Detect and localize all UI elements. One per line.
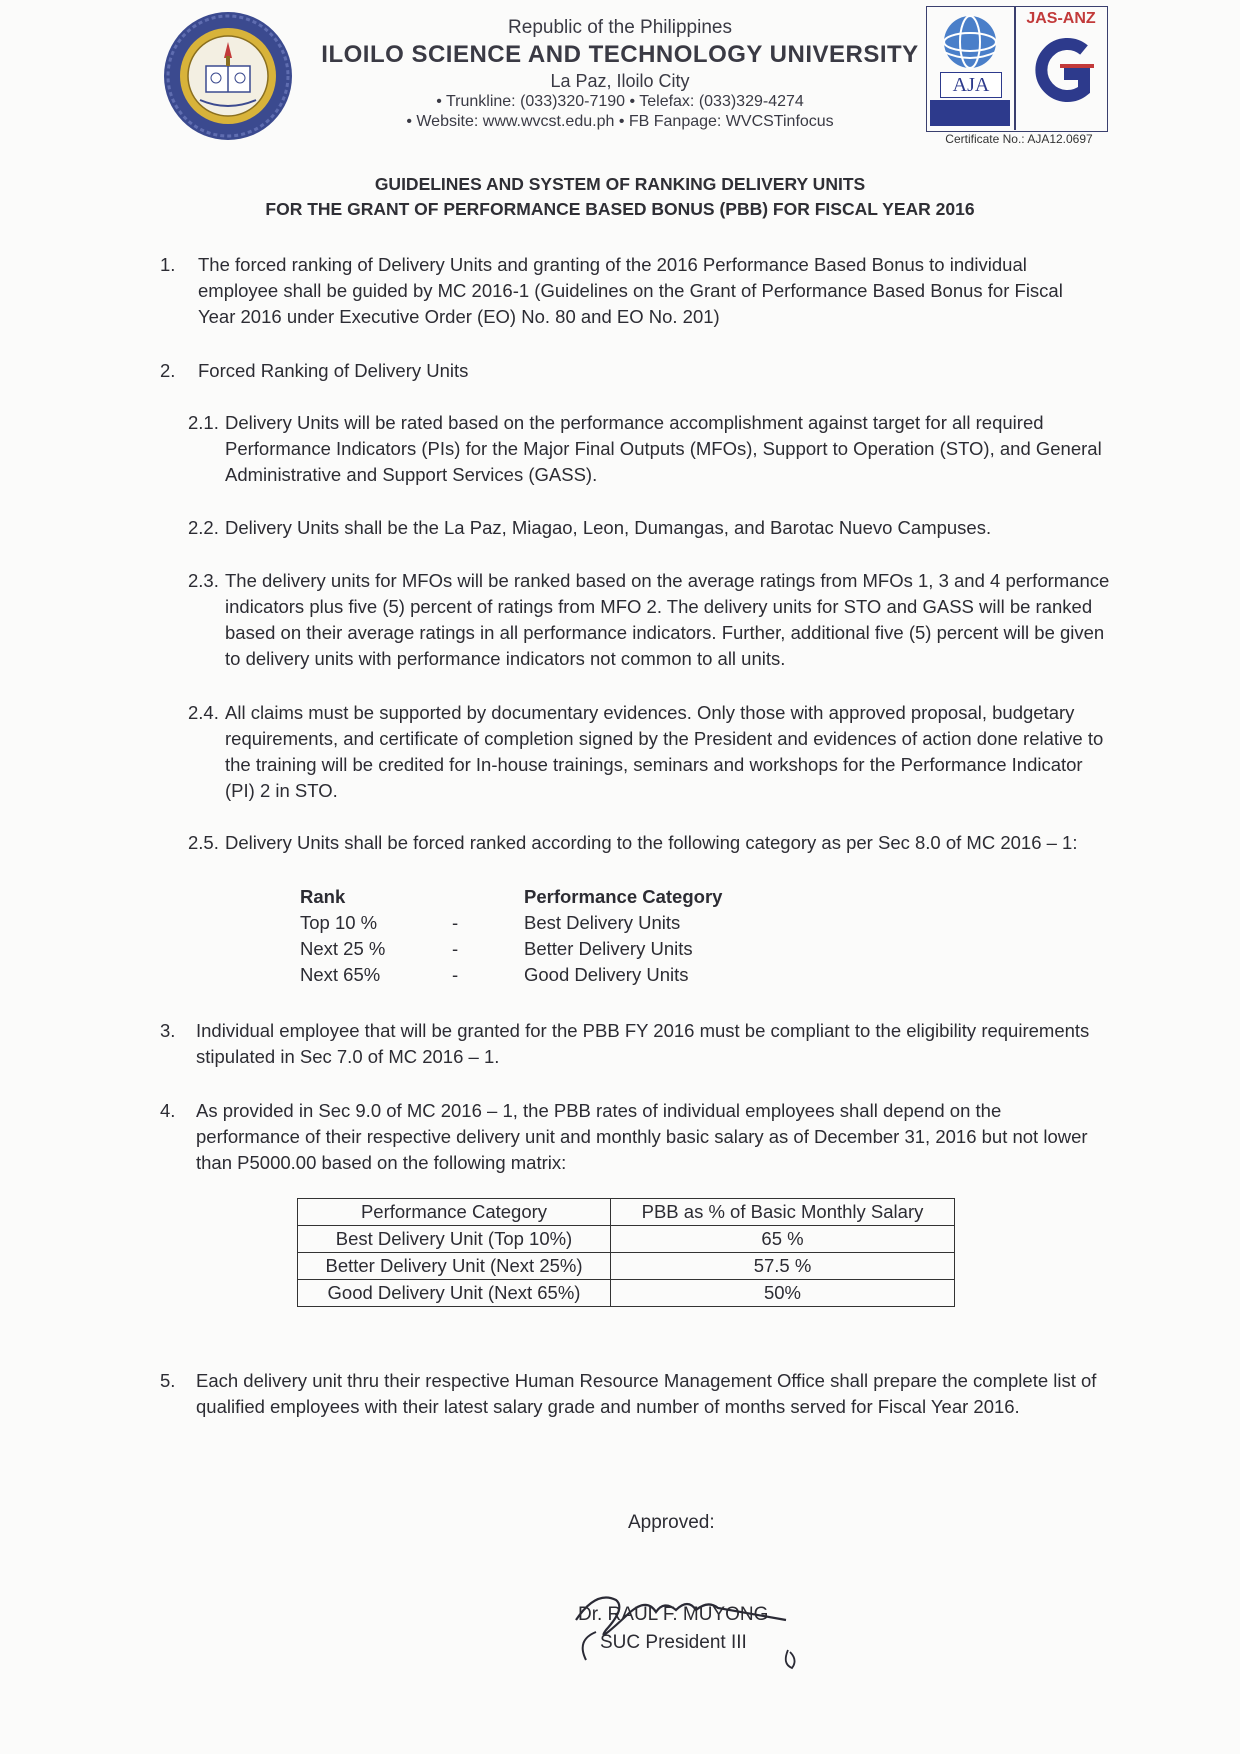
rank-category: Best Delivery Units	[524, 912, 681, 933]
subitem-line: The delivery units for MFOs will be ranked based on the average ratings from MFOs 1, 3 and 4 performance	[225, 570, 1110, 591]
rank-value: Next 25 %	[300, 938, 386, 959]
certification-badge	[926, 6, 1112, 148]
subitem-line: Administrative and Support Services (GASS).	[225, 464, 598, 485]
subitem-number: 2.3.	[188, 570, 219, 591]
city-line: La Paz, Iloilo City	[550, 70, 690, 91]
jas-anz-logo-icon	[1030, 36, 1094, 104]
item-number: 5.	[160, 1370, 176, 1391]
rank-header: Rank	[300, 886, 346, 907]
item-line: stipulated in Sec 7.0 of MC 2016 – 1.	[196, 1046, 500, 1067]
item-line: Each delivery unit thru their respective Human Resource Management Office shall prepare the complete list of	[196, 1370, 1097, 1391]
subitem-line: Performance Indicators (PIs) for the Major Final Outputs (MFOs), Support to Operation (STO), and General	[225, 438, 1102, 459]
rank-value: Top 10 %	[300, 912, 378, 933]
signatory-name: Dr. RAUL F. MUYONG	[578, 1604, 769, 1625]
subitem-line: requirements, and certificate of completion signed by the President and evidences of action done relative to	[225, 728, 1104, 749]
category-header: Performance Category	[524, 886, 723, 907]
certification-divider	[1014, 6, 1016, 130]
item-line: Forced Ranking of Delivery Units	[198, 360, 469, 381]
table-cell-category: Good Delivery Unit (Next 65%)	[298, 1280, 611, 1307]
column-header: Performance Category	[298, 1199, 611, 1226]
website-line: • Website: www.wvcst.edu.ph • FB Fanpage: WVCSTinfocus	[406, 113, 834, 131]
approved-label: Approved:	[628, 1512, 715, 1533]
subitem-line: based on their average ratings in all performance indicators. Further, additional five (5) percent will be given	[225, 622, 1105, 643]
item-line: performance of their respective delivery unit and monthly basic salary as of December 31, 2016 but not lower	[196, 1126, 1088, 1147]
rank-category: Good Delivery Units	[524, 964, 689, 985]
item-line: Individual employee that will be granted for the PBB FY 2016 must be compliant to the eligibility requirements	[196, 1020, 1090, 1041]
pbb-rate-matrix	[297, 1198, 955, 1307]
subitem-line: (PI) 2 in STO.	[225, 780, 338, 801]
table-row	[298, 1280, 955, 1307]
item-line: qualified employees with their latest salary grade and number of months served for Fiscal Year 2016.	[196, 1396, 1020, 1417]
republic-line: Republic of the Philippines	[508, 17, 732, 38]
table-cell-rate: 65 %	[611, 1226, 955, 1253]
subitem-number: 2.4.	[188, 702, 219, 723]
jas-anz-label: JAS-ANZ	[1026, 10, 1096, 27]
subitem-line: Delivery Units shall be forced ranked according to the following category as per Sec 8.0 of MC 2016 – 1:	[225, 832, 1078, 853]
rank-category: Better Delivery Units	[524, 938, 693, 959]
item-number: 3.	[160, 1020, 176, 1041]
globe-icon	[938, 12, 1002, 72]
certificate-number: Certificate No.: AJA12.0697	[945, 132, 1093, 146]
item-line: employee shall be guided by MC 2016-1 (Guidelines on the Grant of Performance Based Bonus for Fiscal	[198, 280, 1063, 301]
university-name: ILOILO SCIENCE AND TECHNOLOGY UNIVERSITY	[321, 40, 919, 68]
table-row	[298, 1226, 955, 1253]
rank-value: Next 65%	[300, 964, 381, 985]
subitem-number: 2.1.	[188, 412, 219, 433]
contact-line: • Trunkline: (033)320-7190 • Telefax: (033)329-4274	[436, 93, 804, 111]
table-header-row	[298, 1199, 955, 1226]
table-cell-category: Best Delivery Unit (Top 10%)	[298, 1226, 611, 1253]
item-number: 1.	[160, 254, 176, 275]
subitem-line: indicators plus five (5) percent of ratings from MFO 2. The delivery units for STO and GASS will be ranked	[225, 596, 1093, 617]
document-title	[150, 172, 1090, 221]
item-number: 2.	[160, 360, 176, 381]
university-seal-icon	[160, 8, 296, 144]
subitem-line: All claims must be supported by documentary evidences. Only those with approved proposal, budgetary	[225, 702, 1075, 723]
title-line-2: FOR THE GRANT OF PERFORMANCE BASED BONUS (PBB) FOR FISCAL YEAR 2016	[265, 198, 975, 219]
item-line: The forced ranking of Delivery Units and granting of the 2016 Performance Based Bonus to individual	[198, 254, 1027, 275]
rank-dash: -	[452, 912, 459, 933]
subitem-number: 2.5.	[188, 832, 219, 853]
subitem-line: Delivery Units will be rated based on the performance accomplishment against target for all required	[225, 412, 1044, 433]
table-cell-rate: 50%	[611, 1280, 955, 1307]
title-line-1: GUIDELINES AND SYSTEM OF RANKING DELIVERY UNITS	[374, 174, 866, 194]
rank-dash: -	[452, 964, 459, 985]
signatory-title: SUC President III	[600, 1632, 747, 1653]
rank-dash: -	[452, 938, 459, 959]
item-number: 4.	[160, 1100, 176, 1121]
item-line: Year 2016 under Executive Order (EO) No. 80 and EO No. 201)	[198, 306, 720, 327]
subitem-number: 2.2.	[188, 517, 219, 538]
subitem-line: Delivery Units shall be the La Paz, Miagao, Leon, Dumangas, and Barotac Nuevo Campuses.	[225, 517, 992, 538]
subitem-line: to delivery units with performance indicators not common to all units.	[225, 648, 786, 669]
aja-registrars-band	[930, 100, 1010, 126]
table-cell-rate: 57.5 %	[611, 1253, 955, 1280]
table-row	[298, 1253, 955, 1280]
aja-label: AJA	[940, 72, 1002, 98]
item-line: than P5000.00 based on the following matrix:	[196, 1152, 567, 1173]
table-cell-category: Better Delivery Unit (Next 25%)	[298, 1253, 611, 1280]
item-line: As provided in Sec 9.0 of MC 2016 – 1, the PBB rates of individual employees shall depend on the	[196, 1100, 1002, 1121]
column-header: PBB as % of Basic Monthly Salary	[611, 1199, 955, 1226]
letterhead	[300, 16, 940, 132]
subitem-line: the training will be credited for In-house trainings, seminars and workshops for the Performance Indicator	[225, 754, 1083, 775]
